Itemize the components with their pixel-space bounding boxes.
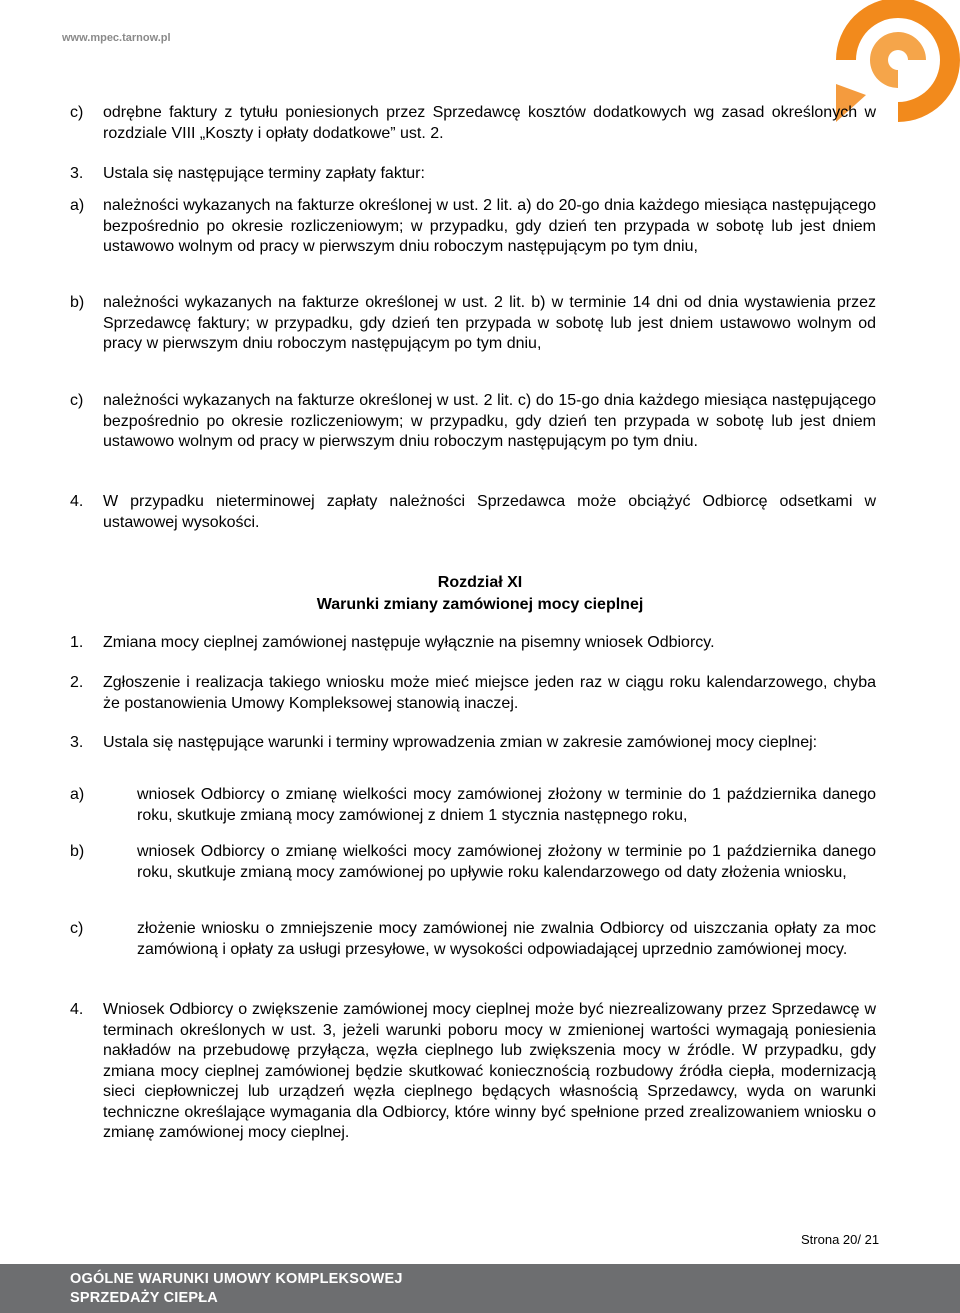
footer-title-line1: OGÓLNE WARUNKI UMOWY KOMPLEKSOWEJ [70, 1271, 403, 1287]
footer-title-line2: SPRZEDAŻY CIEPŁA [70, 1290, 218, 1306]
list-item [70, 391, 876, 473]
list-text: wniosek Odbiorcy o zmianę wielkości mocy zamówionej złożony w terminie do 1 października danego roku, skutkuje zmianą mocy zamówionej z dniem 1 stycznia następnego roku, [137, 786, 876, 824]
list-item [70, 673, 876, 715]
list-item [70, 492, 876, 534]
list-item [70, 785, 876, 827]
list-label: b) [70, 294, 85, 311]
list-text: W przypadku nieterminowej zapłaty należności Sprzedawca może obciążyć Odbiorcę odsetkami w ustawowej wysokości. [103, 493, 876, 531]
list-text: Wniosek Odbiorcy o zwiększenie zamówionej mocy cieplnej może być niezrealizowany przez Sprzedawcę w terminach określonych w ust. 3, jeżeli warunki poboru mocy w zmienionej wartości wymagają poniesienia nakładów na przebudowę przyłącza, węzła cieplnego lub zwiększenia mocy w źródle. W przypadku, gdy zmiana mocy cieplnej zamówionej będzie skutkować koniecznością rozbudowy źródła ciepła, modernizacją sieci ciepłowniczej lub urządzeń węzła cieplnego będących własnością Sprzedawcy, wyda on warunki techniczne określające wymagania dla Odbiorcy, które winny być spełnione przed zrealizowaniem wniosku o zmianę zamówionej mocy cieplnej. [103, 1001, 876, 1141]
list-text: wniosek Odbiorcy o zmianę wielkości mocy zamówionej złożony w terminie po 1 października danego roku, skutkuje zmianą mocy zamówionej po upływie roku kalendarzowego od daty złożenia wniosku, [137, 843, 876, 881]
footer-bar [0, 1264, 960, 1313]
page-number: Strona 20/ 21 [801, 1232, 880, 1247]
list-text: należności wykazanych na fakturze określonej w ust. 2 lit. a) do 20-go dnia każdego miesiąca następującego bezpośrednio po okresie rozliczeniowym; w przypadku, gdy dzień ten przypada w sobotę lub jest dniem ustawowo wolnym od pracy w pierwszym dniu roboczym następującym po tym dniu, [103, 197, 876, 255]
website-url: www.mpec.tarnow.pl [62, 32, 171, 44]
list-text: Zmiana mocy cieplnej zamówionej następuje wyłącznie na pisemny wniosek Odbiorcy. [103, 634, 715, 651]
list-item [70, 733, 876, 775]
list-item [70, 293, 876, 375]
list-label: 3. [70, 734, 84, 751]
list-label: a) [70, 786, 85, 803]
list-label: 1. [70, 634, 84, 651]
list-item [70, 842, 876, 904]
list-label: 4. [70, 1001, 84, 1018]
list-text: należności wykazanych na fakturze określonej w ust. 2 lit. b) w terminie 14 dni od dnia wystawienia przez Sprzedawcę faktury; w przypadku, gdy dzień ten przypada w sobotę lub jest dniem ustawowo wolnym od pracy w pierwszym dniu roboczym następującym po tym dniu, [103, 294, 876, 352]
list-item [70, 196, 876, 278]
chapter-number: Rozdział XI [437, 574, 523, 591]
list-label: b) [70, 843, 85, 860]
list-label: 3. [70, 165, 84, 182]
chapter-title: Warunki zmiany zamówionej mocy cieplnej [316, 596, 644, 613]
list-label: c) [70, 392, 84, 409]
list-text: Ustala się następujące warunki i terminy wprowadzenia zmian w zakresie zamówionej mocy cieplnej: [103, 734, 818, 751]
list-text: Ustala się następujące terminy zapłaty faktur: [103, 165, 425, 182]
list-item [70, 919, 876, 981]
list-label: c) [70, 920, 84, 937]
list-label: 2. [70, 674, 84, 691]
list-item [70, 633, 876, 654]
list-item [70, 103, 876, 145]
list-text: należności wykazanych na fakturze określonej w ust. 2 lit. c) do 15-go dnia każdego miesiąca następującego bezpośrednio po okresie rozliczeniowym; w przypadku, gdy dzień ten przypada w sobotę lub jest dniem ustawowo wolnym od pracy w pierwszym dniu roboczym następującym po tym dniu. [103, 392, 876, 450]
list-item [70, 1000, 876, 1165]
list-text: złożenie wniosku o zmniejszenie mocy zamówionej nie zwalnia Odbiorcy od uiszczania opłaty za moc zamówioną i opłaty za usługi przesyłowe, w wysokości odpowiadającej uprzednio zamówionej mocy. [137, 920, 876, 958]
list-text: Zgłoszenie i realizacja takiego wniosku może mieć miejsce jeden raz w ciągu roku kalendarzowego, chyba że postanowienia Umowy Kompleksowej stanowią inaczej. [103, 674, 876, 712]
list-label: c) [70, 104, 84, 121]
list-label: 4. [70, 493, 84, 510]
list-item [70, 164, 876, 185]
list-label: a) [70, 197, 85, 214]
list-text: odrębne faktury z tytułu poniesionych przez Sprzedawcę kosztów dodatkowych wg zasad określonych w rozdziale VIII „Koszty i opłaty dodatkowe” ust. 2. [103, 104, 876, 142]
